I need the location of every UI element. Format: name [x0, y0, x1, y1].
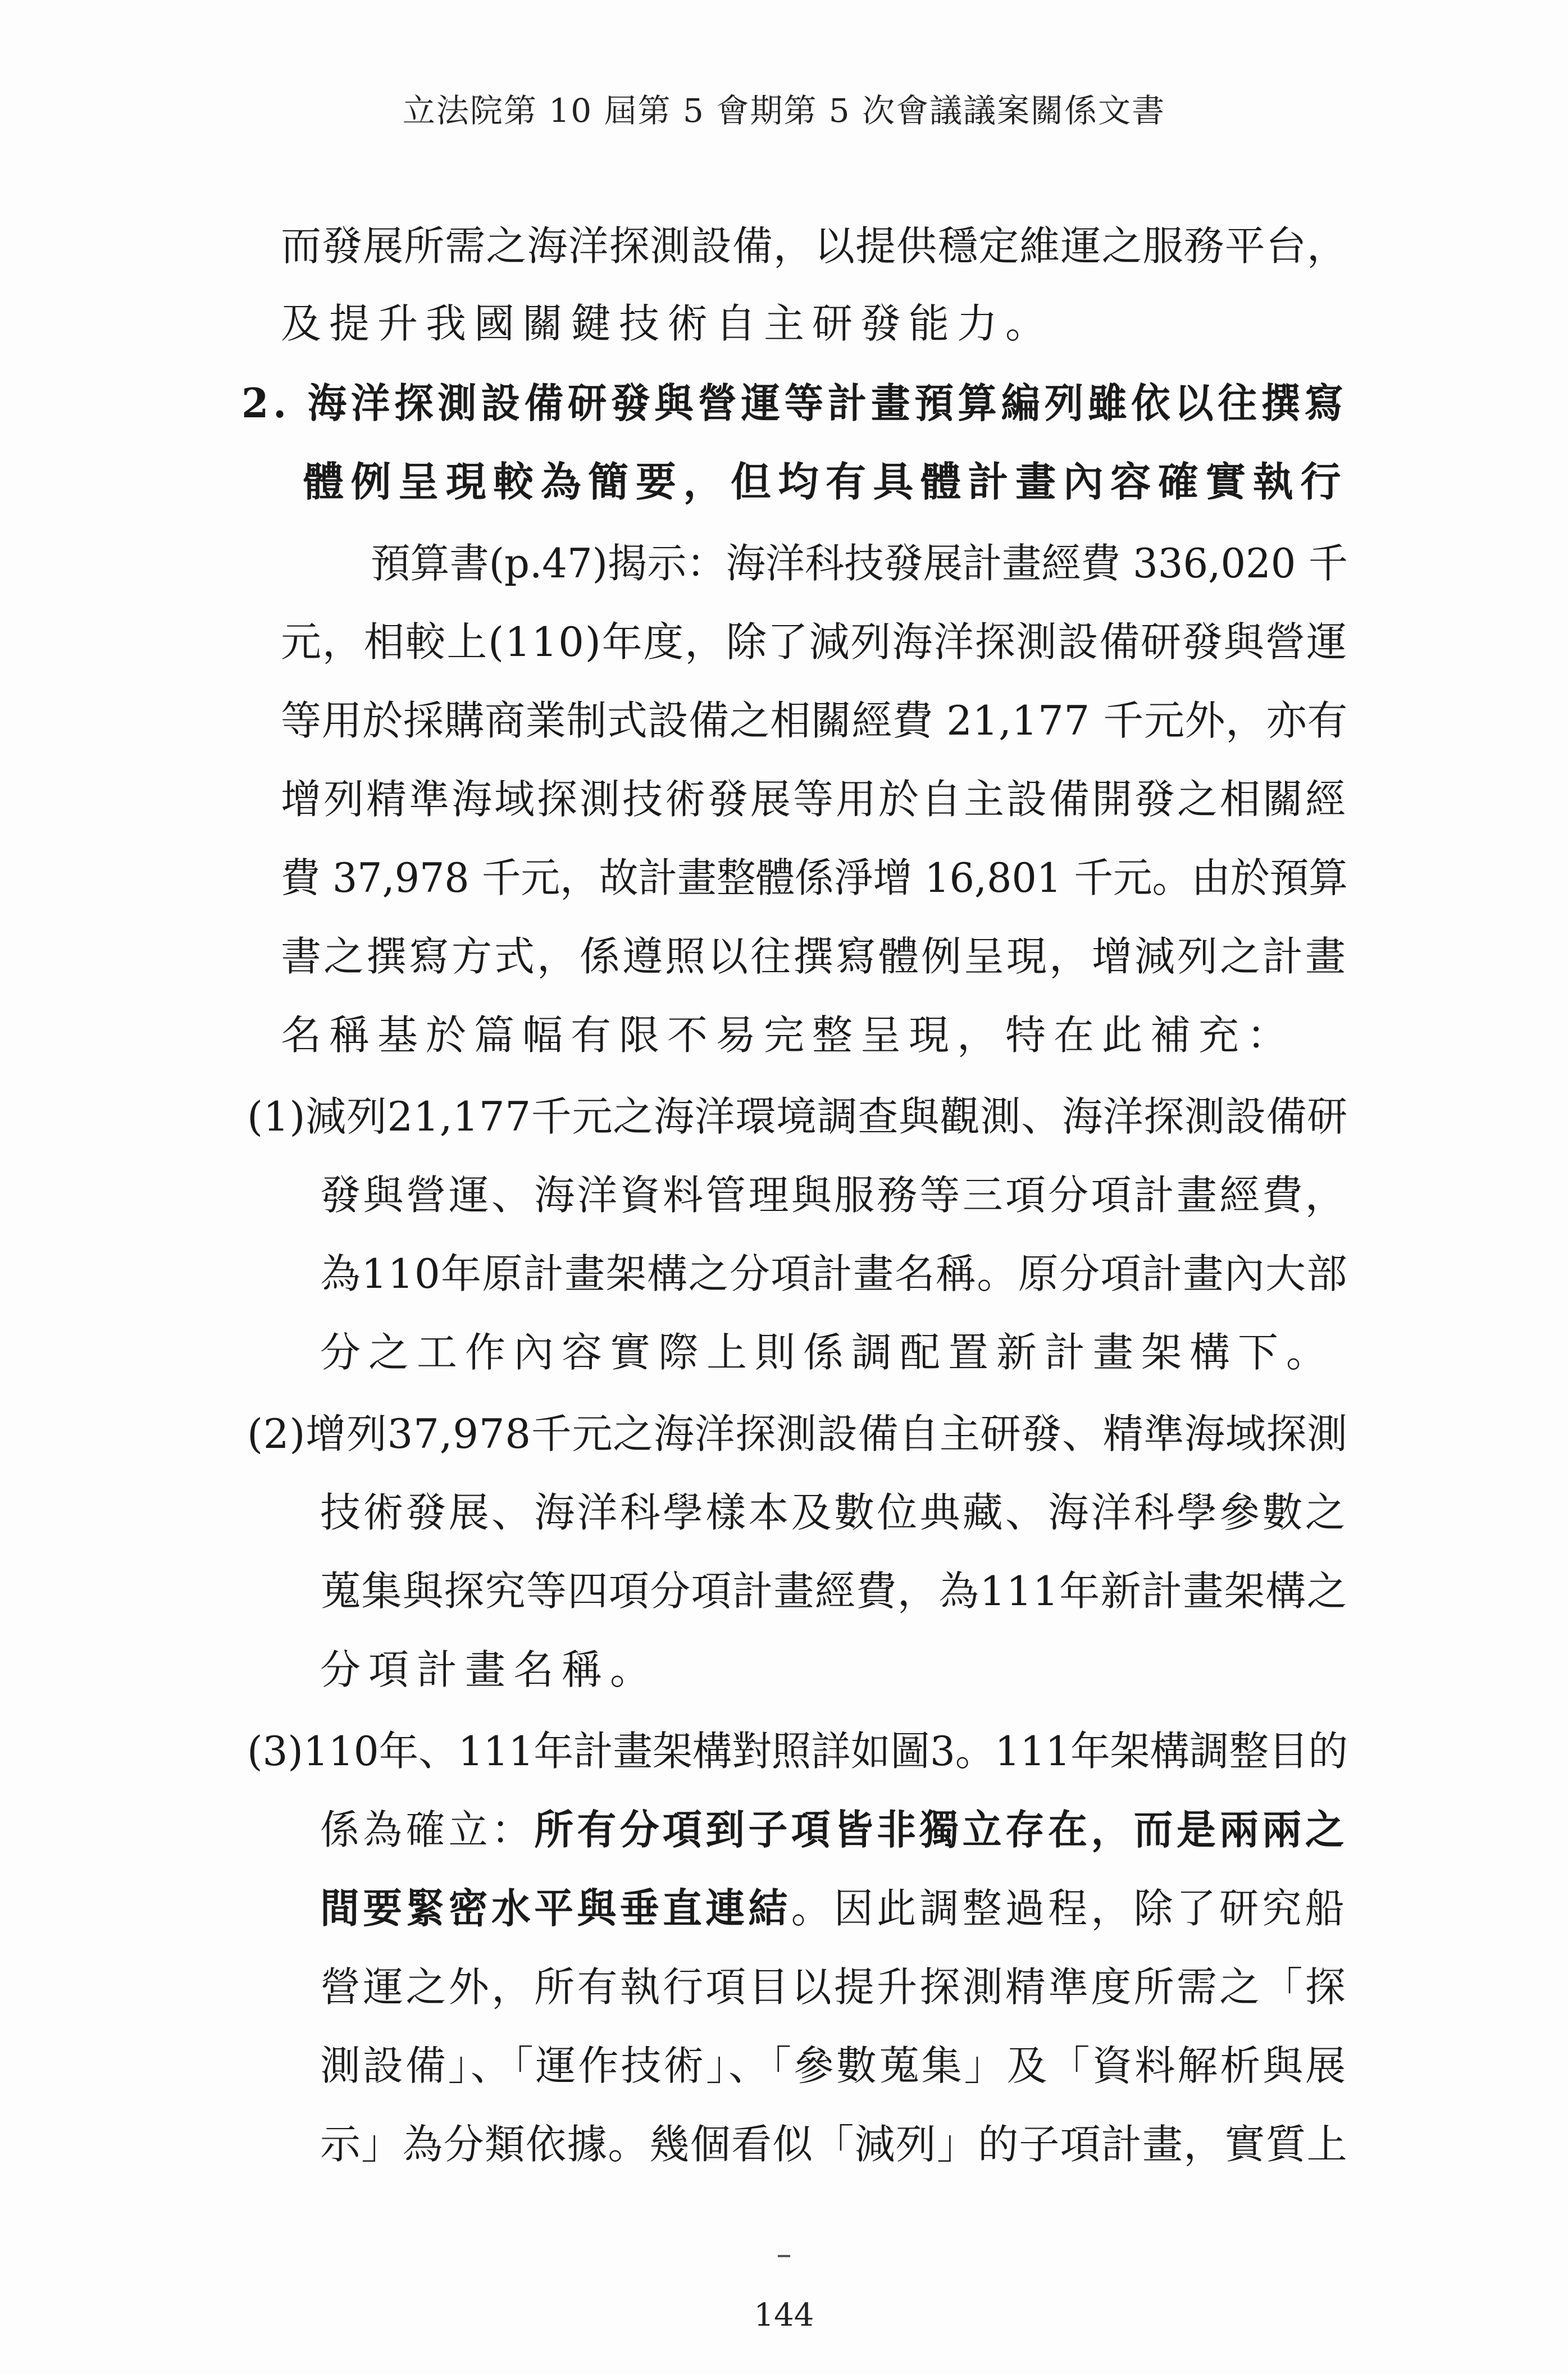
item3-line-6: 示」為分類依據。幾個看似「減列」的子項計畫，實質上	[320, 2121, 1348, 2168]
section-title-line-2: 體例呈現較為簡要，但均有具體計畫內容確實執行	[303, 458, 1348, 505]
item3-line-2-plain: 係為確立：	[320, 1806, 535, 1853]
section-title-line-1: 海洋探測設備研發與營運等計畫預算編列雖依以往撰寫	[307, 380, 1348, 427]
para1-line-1: 預算書(p.47)揭示：海洋科技發展計畫經費 336,020 千	[371, 540, 1348, 587]
item1-line-3: 為110年原計畫架構之分項計畫名稱。原分項計畫內大部	[320, 1250, 1348, 1297]
para1-line-2: 元，相較上(110)年度，除了減列海洋探測設備研發與營運	[281, 618, 1348, 666]
item3-line-1: (3)110年、111年計畫架構對照詳如圖3。111年架構調整目的	[247, 1728, 1348, 1775]
page-number: 144	[754, 2297, 814, 2334]
item3-line-2-bold: 所有分項到子項皆非獨立存在，而是兩兩之	[534, 1806, 1348, 1853]
page-header: 立法院第 10 屆第 5 會期第 5 次會議議案關係文書	[402, 92, 1166, 130]
item2-line-1: (2)增列37,978千元之海洋探測設備自主研發、精準海域探測	[247, 1410, 1348, 1457]
intro-line-2: 及提升我國關鍵技術自主研發能力。	[281, 300, 1054, 347]
item3-line-3-bold: 間要緊密水平與垂直連結	[320, 1885, 791, 1932]
item3-line-2	[320, 1797, 1348, 1856]
para1-line-7: 名稱基於篇幅有限不易完整呈現，特在此補充：	[281, 1011, 1296, 1059]
item1-line-2: 發與營運、海洋資料管理與服務等三項分項計畫經費，	[320, 1172, 1348, 1219]
item3-line-3-plain: 。因此調整過程，除了研究船	[791, 1885, 1348, 1932]
item2-line-3: 蒐集與探究等四項分項計畫經費，為111年新計畫架構之	[320, 1568, 1348, 1615]
item1-line-4: 分之工作內容實際上則係調配置新計畫架構下。	[320, 1329, 1335, 1376]
item1-line-1: (1)減列21,177千元之海洋環境調查與觀測、海洋探測設備研	[247, 1093, 1348, 1140]
para1-line-6: 書之撰寫方式，係遵照以往撰寫體例呈現，增減列之計畫	[281, 933, 1348, 980]
para1-line-3: 等用於採購商業制式設備之相關經費 21,177 千元外，亦有	[281, 697, 1348, 744]
para1-line-4: 增列精準海域探測技術發展等用於自主設備開發之相關經	[281, 776, 1348, 823]
item2-line-4: 分項計畫名稱。	[320, 1646, 659, 1693]
section-heading	[241, 371, 1348, 429]
intro-line-1: 而發展所需之海洋探測設備，以提供穩定維運之服務平台，	[281, 222, 1348, 270]
item3-line-4: 營運之外，所有執行項目以提升探測精準度所需之「探	[320, 1963, 1348, 2011]
section-number: 2.	[241, 379, 291, 427]
item3-line-5: 測設備」、「運作技術」、「參數蒐集」及「資料解析與展	[320, 2042, 1348, 2089]
para1-line-5: 費 37,978 千元，故計畫整體係淨增 16,801 千元。由於預算	[281, 854, 1348, 901]
footer-dash-mark	[778, 2255, 790, 2257]
item2-line-2: 技術發展、海洋科學樣本及數位典藏、海洋科學參數之	[320, 1489, 1348, 1536]
item3-line-3	[320, 1876, 1348, 1934]
